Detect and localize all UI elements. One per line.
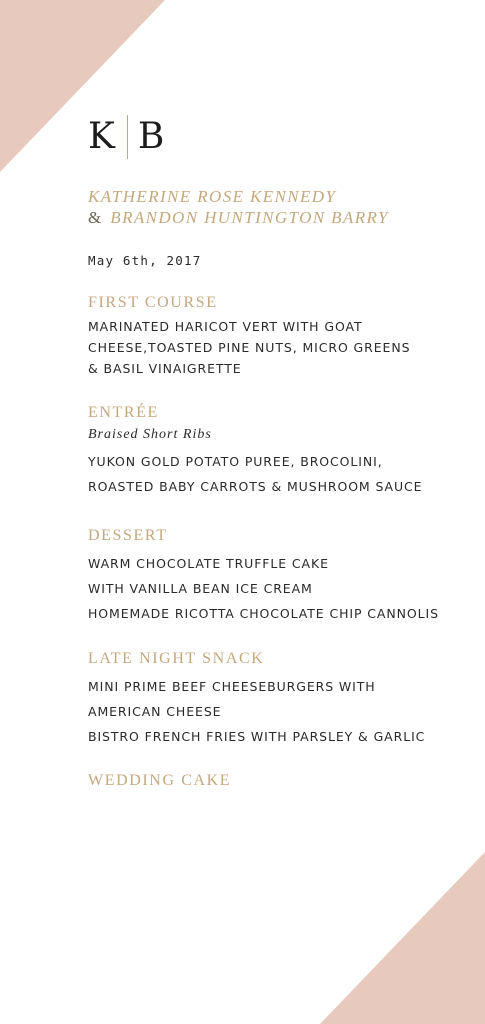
monogram-divider	[127, 115, 128, 159]
late-night-snack-heading: LATE NIGHT SNACK	[88, 650, 265, 667]
late-night-line: MINI PRIME BEEF CHEESEBURGERS WITH	[88, 679, 376, 694]
entree-heading: ENTRÉE	[88, 404, 159, 421]
entree-line: ROASTED BABY CARROTS & MUSHROOM SAUCE	[88, 479, 423, 494]
first-course-line: & BASIL VINAIGRETTE	[88, 361, 242, 376]
dessert-line: HOMEMADE RICOTTA CHOCOLATE CHIP CANNOLIS	[88, 606, 439, 621]
groom-name: BRANDON HUNTINGTON BARRY	[110, 208, 389, 227]
first-course-heading: FIRST COURSE	[88, 294, 218, 311]
wedding-cake-heading: WEDDING CAKE	[88, 772, 232, 789]
dessert-line: WITH VANILLA BEAN ICE CREAM	[88, 581, 313, 596]
late-night-line: AMERICAN CHEESE	[88, 704, 222, 719]
couple-names	[88, 186, 468, 228]
dessert-heading: DESSERT	[88, 527, 168, 544]
monogram-right-letter: B	[137, 116, 165, 157]
monogram	[88, 115, 164, 159]
ampersand: &	[88, 208, 103, 227]
entree-line: YUKON GOLD POTATO PUREE, BROCOLINI,	[88, 454, 383, 469]
dessert-line: WARM CHOCOLATE TRUFFLE CAKE	[88, 556, 329, 571]
groom-line	[88, 207, 468, 228]
late-night-line: BISTRO FRENCH FRIES WITH PARSLEY & GARLIC	[88, 729, 426, 744]
bride-name: KATHERINE ROSE KENNEDY	[88, 187, 337, 206]
entree-subheading: Braised Short Ribs	[88, 427, 212, 442]
first-course-line: CHEESE,TOASTED PINE NUTS, MICRO GREENS	[88, 340, 411, 355]
event-date: May 6th, 2017	[88, 253, 202, 268]
monogram-left-letter: K	[88, 116, 115, 157]
bottom-right-corner-triangle	[320, 852, 485, 1024]
first-course-line: MARINATED HARICOT VERT WITH GOAT	[88, 319, 363, 334]
